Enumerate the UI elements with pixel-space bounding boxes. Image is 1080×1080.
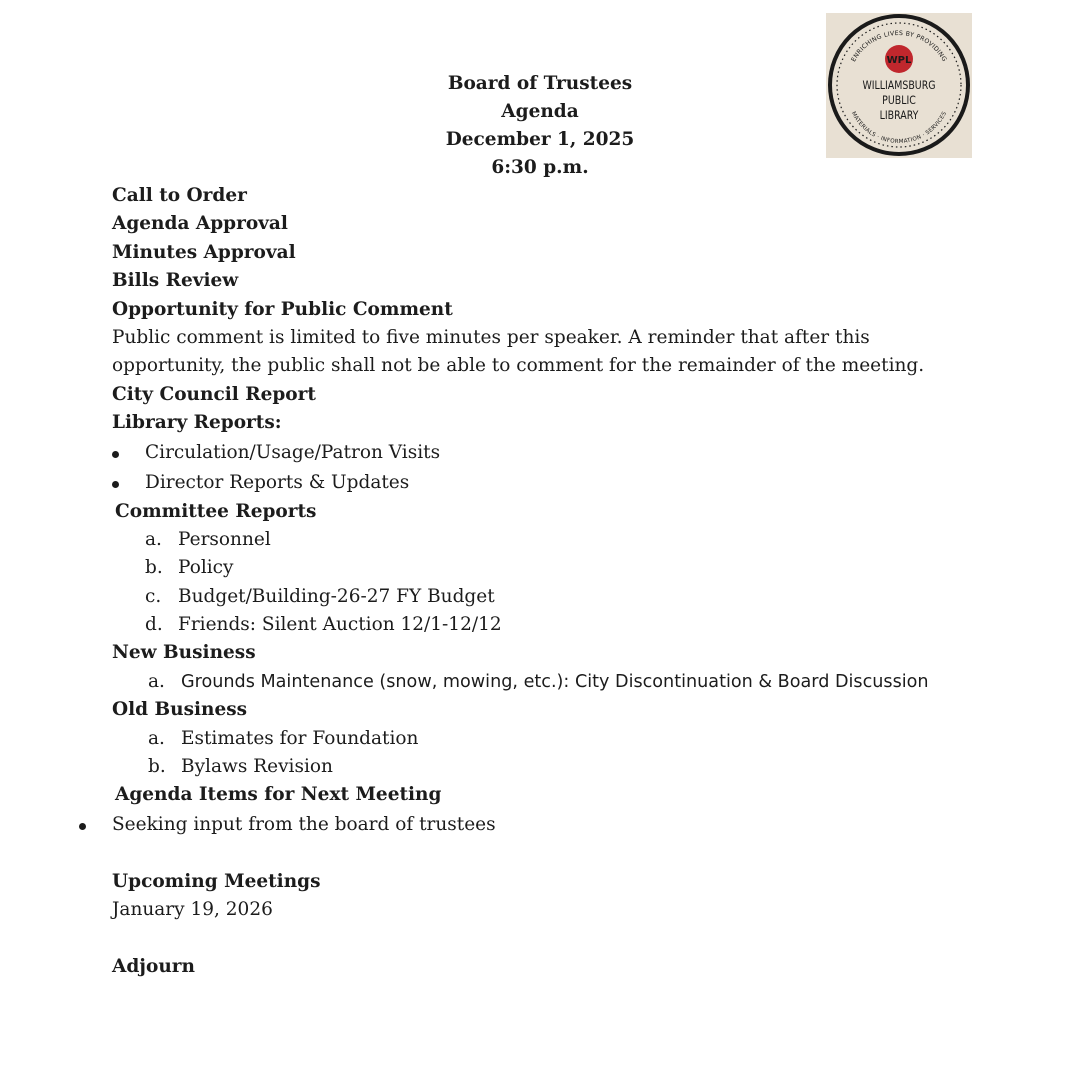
public-comment-text-1: Public comment is limited to five minutes per speaker. A reminder that after this <box>112 326 870 348</box>
meeting-date: December 1, 2025 <box>445 129 635 150</box>
upcoming-meeting-date: January 19, 2026 <box>112 899 273 921</box>
public-comment-text-2: opportunity, the public shall not be able to comment for the remainder of the meeting. <box>112 355 925 377</box>
adjourn-heading: Adjourn <box>112 955 195 977</box>
upcoming-meetings-heading: Upcoming Meetings <box>112 870 321 892</box>
logo-name-line-3: LIBRARY <box>879 109 919 123</box>
list-item <box>112 583 1012 611</box>
city-council-heading: City Council Report <box>112 383 316 405</box>
agenda-header <box>340 70 740 182</box>
minutes-approval-heading: Minutes Approval <box>112 241 296 263</box>
agenda-body <box>112 182 1012 981</box>
meeting-time: 6:30 p.m. <box>491 157 589 178</box>
list-item <box>112 725 1012 753</box>
logo-name-line-2: PUBLIC <box>882 94 916 108</box>
list-marker: a. <box>148 670 165 692</box>
list-marker: b. <box>148 756 166 778</box>
library-logo <box>826 13 972 158</box>
old-business-heading: Old Business <box>112 699 248 721</box>
logo-arc-bottom: MATERIALS · INFORMATION · SERVICES <box>849 110 949 146</box>
list-item <box>112 438 1012 468</box>
list-item <box>79 810 1012 840</box>
list-marker: b. <box>145 557 163 579</box>
agenda-approval-heading: Agenda Approval <box>112 213 288 235</box>
bullet-icon <box>79 823 86 830</box>
list-item-text: Director Reports & Updates <box>145 471 410 493</box>
new-business-heading: New Business <box>112 642 256 664</box>
library-seal-icon <box>826 13 972 158</box>
spacer <box>112 925 1012 953</box>
bullet-icon <box>112 451 119 458</box>
call-to-order-heading: Call to Order <box>112 185 247 206</box>
list-item-text: Personnel <box>178 528 271 550</box>
list-item <box>112 753 1012 781</box>
library-reports-heading: Library Reports: <box>112 412 282 434</box>
list-marker: c. <box>145 585 162 607</box>
list-marker: a. <box>145 528 162 550</box>
committee-reports-heading: Committee Reports <box>115 500 317 522</box>
logo-arc-top: ENRICHING LIVES BY PROVIDING <box>850 29 948 64</box>
list-item <box>112 554 1012 582</box>
list-item-text: Seeking input from the board of trustees <box>112 813 496 835</box>
list-marker: a. <box>148 727 165 749</box>
list-item-text: Friends: Silent Auction 12/1-12/12 <box>178 614 502 636</box>
next-meeting-items-heading: Agenda Items for Next Meeting <box>115 784 442 806</box>
list-item <box>112 526 1012 554</box>
board-title: Board of Trustees <box>447 73 633 94</box>
bills-review-heading: Bills Review <box>112 270 239 292</box>
list-item-text: Budget/Building-26-27 FY Budget <box>178 585 495 607</box>
list-item-text: Grounds Maintenance (snow, mowing, etc.): City Discontinuation & Board Discussion <box>181 671 929 692</box>
public-comment-heading: Opportunity for Public Comment <box>112 298 453 320</box>
list-item-text: Bylaws Revision <box>181 756 333 778</box>
logo-name-line-1: WILLIAMSBURG <box>862 79 936 93</box>
list-item <box>112 468 1012 498</box>
list-item-text: Circulation/Usage/Patron Visits <box>145 441 441 463</box>
list-item-text: Estimates for Foundation <box>181 727 419 749</box>
logo-badge-text: WPL <box>886 55 912 66</box>
spacer <box>112 840 1012 868</box>
list-marker: d. <box>145 614 163 636</box>
list-item <box>112 668 1012 696</box>
list-item <box>112 611 1012 639</box>
bullet-icon <box>112 481 119 488</box>
list-item-text: Policy <box>178 557 234 579</box>
agenda-subtitle: Agenda <box>501 101 579 122</box>
